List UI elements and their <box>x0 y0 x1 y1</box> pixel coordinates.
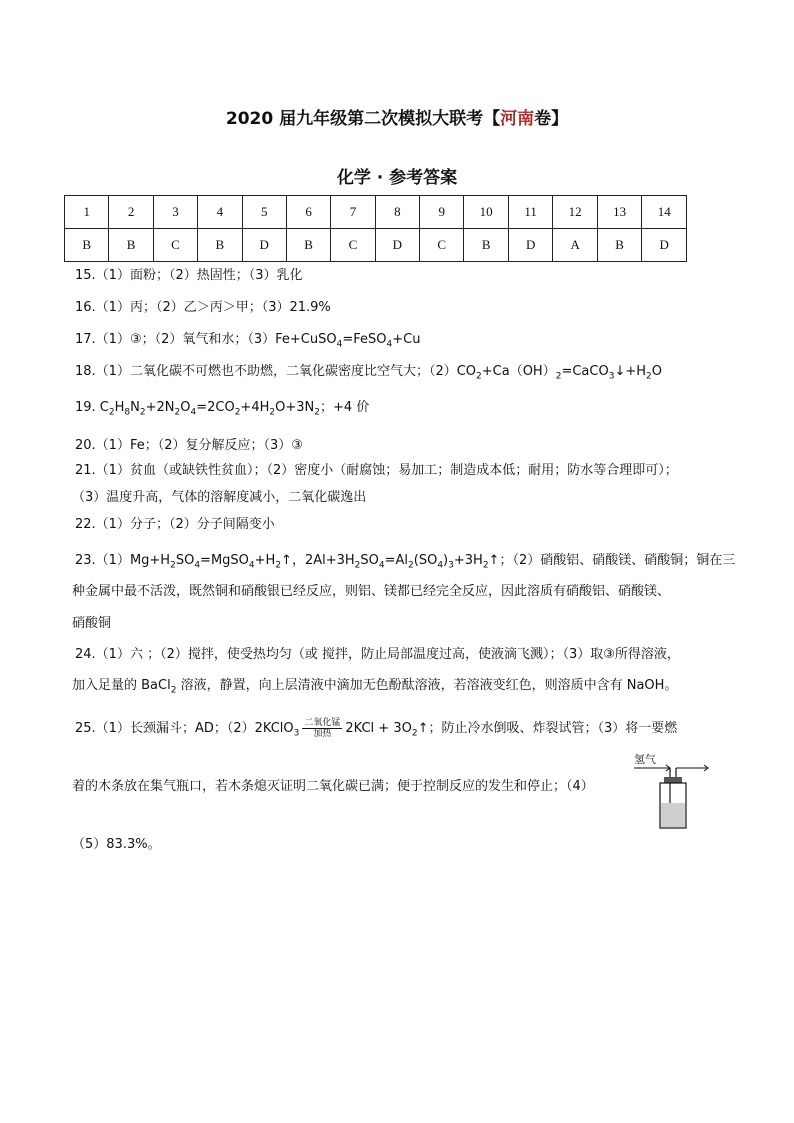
table-row-numbers <box>65 196 687 229</box>
table-cell: D <box>242 229 286 262</box>
table-cell: B <box>286 229 330 262</box>
table-cell: C <box>420 229 464 262</box>
table-cell: C <box>331 229 375 262</box>
answer-15: 15.（1）面粉；（2）热固性；（3）乳化 <box>75 268 303 283</box>
table-cell: D <box>375 229 419 262</box>
answer-25-line1: 25.（1）长颈漏斗；AD；（2）2KClO$_3$ $\frac{\text{二氧化锰}}{\text{加热}}$ $2KCl + 3O_2↑$；防止冷水倒吸、炸裂试管；（3）将一要燃 <box>75 718 678 739</box>
answer-16: 16.（1）丙；（2）乙＞丙＞甲；（3）21.9% <box>75 300 331 315</box>
answer-25-line3: （5）83.3%。 <box>72 837 161 852</box>
answer-18: 18.（1）二氧化碳不可燃也不助燃，二氧化碳密度比空气大；$(2)CO_2+Ca(OH)_2=CaCO_3↓+H_2O$ <box>75 364 662 382</box>
answer-19: 19. $C_2H_8N_2+2N_2O_4=2CO_2+4H_2O+3N_2$；+4 价 <box>75 400 370 418</box>
table-cell: 10 <box>464 196 509 229</box>
reaction-condition: $\frac{\text{二氧化锰}}{\text{加热}}$ <box>304 718 341 739</box>
table-cell: B <box>65 229 109 262</box>
table-cell: 1 <box>65 196 109 229</box>
answer-24-line1: 24.（1）六 ；（2）搅拌，使受热均匀（或 搅拌，防止局部温度过高，使液滴飞溅）；（3）取③所得溶液， <box>75 647 680 662</box>
table-cell: 13 <box>597 196 642 229</box>
table-cell: B <box>597 229 642 262</box>
table-cell: 11 <box>508 196 552 229</box>
answer-23-line3: 硝酸铜 <box>72 616 112 631</box>
table-cell: D <box>508 229 552 262</box>
table-cell: 6 <box>286 196 330 229</box>
page-subtitle: 化学 · 参考答案 <box>336 168 458 188</box>
answer-25-line2: 着的木条放在集气瓶口，若木条熄灭证明二氧化碳已满；便于控制反应的发生和停止；（4） <box>72 779 594 794</box>
answer-17: 17.（1）③；（2）氧气和水；（3）Fe+CuSO$_4$=FeSO$_4$+Cu <box>75 332 421 350</box>
gas-bottle-diagram <box>630 751 720 831</box>
table-cell: B <box>464 229 509 262</box>
page-title: 2020 届九年级第二次模拟大联考【河南卷】 <box>225 109 569 129</box>
title-province: 河南 <box>500 109 535 129</box>
answer-table <box>64 195 687 262</box>
answer-23-line2: 种金属中最不活泼，既然铜和硝酸银已经反应，则铝、镁都已经完全反应，因此溶质有硝酸铝、硝酸镁、 <box>72 584 671 599</box>
table-cell: 8 <box>375 196 419 229</box>
table-cell: D <box>642 229 687 262</box>
bottle-liquid <box>661 803 685 827</box>
answer-23-line1: $23.(1)Mg+H_2SO_4=MgSO_4+H_2↑$，$2Al+3H_2SO_4=Al_2(SO_4)_3+3H_2↑$；（2）硝酸铝、硝酸镁、硝酸铜；铜在三 <box>75 553 736 571</box>
answer-21-line1: 21.（1）贫血（或缺铁性贫血）；（2）密度小（耐腐蚀；易加工；制造成本低；耐用；防水等合理即可）； <box>75 463 678 478</box>
answer-24-line2: 加入足量的 BaCl$_2$ 溶液，静置，向上层清液中滴加无色酚酞溶液，若溶液变红色，则溶质中含有 NaOH。 <box>72 678 678 696</box>
table-cell: B <box>109 229 153 262</box>
table-cell: 9 <box>420 196 464 229</box>
title-main: 2020 届九年级第二次模拟大联考 <box>225 109 484 129</box>
table-cell: 12 <box>553 196 598 229</box>
answer-22: 22.（1）分子；（2）分子间隔变小 <box>75 517 275 532</box>
bottle-stopper <box>664 777 682 783</box>
table-cell: C <box>153 229 197 262</box>
gas-label: 氢气 <box>634 753 656 766</box>
table-cell: 2 <box>109 196 153 229</box>
table-cell: 3 <box>153 196 197 229</box>
answer-20: 20.（1）Fe；（2）复分解反应；（3）③ <box>75 438 303 453</box>
table-cell: 4 <box>198 196 242 229</box>
table-cell: 5 <box>242 196 286 229</box>
answer-21-line2: （3）温度升高，气体的溶解度减小，二氧化碳逸出 <box>72 490 367 505</box>
table-cell: 7 <box>331 196 375 229</box>
table-cell: A <box>553 229 598 262</box>
table-cell: 14 <box>642 196 687 229</box>
table-row-answers <box>65 229 687 262</box>
table-cell: B <box>198 229 242 262</box>
